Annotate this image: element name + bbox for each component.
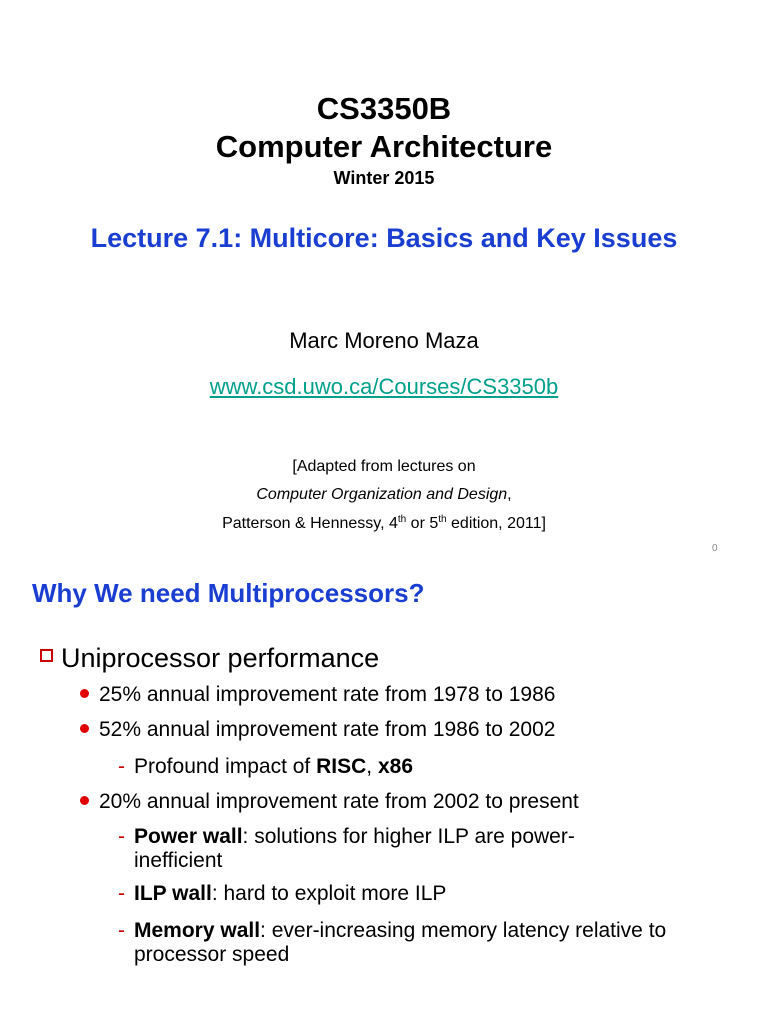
- square-bullet-icon: [40, 649, 53, 662]
- dash-bullet-icon: -: [118, 755, 125, 778]
- lecture-title: Lecture 7.1: Multicore: Basics and Key Issues: [90, 223, 678, 253]
- list-item: [80, 717, 555, 743]
- list-item-text: 20% annual improvement rate from 2002 to present: [99, 790, 579, 813]
- sub-item-prefix: Profound impact of: [134, 755, 317, 778]
- content-slide: [0, 560, 768, 1024]
- dash-bullet-icon: -: [118, 882, 125, 905]
- list-item: [80, 789, 579, 815]
- dot-bullet-icon: [80, 796, 89, 805]
- main-bullet: [40, 642, 379, 674]
- slide-title: Why We need Multiprocessors?: [32, 578, 425, 608]
- edition-sup-2: th: [438, 514, 447, 525]
- edition-sup-1: th: [397, 514, 407, 525]
- dot-bullet-icon: [80, 724, 89, 733]
- course-code: CS3350B: [316, 91, 452, 126]
- sub-item-text: [118, 825, 638, 873]
- edition-or: or 5: [406, 515, 439, 532]
- authors-text: Patterson & Hennessy, 4: [222, 515, 398, 532]
- sub-item-separator: ,: [366, 755, 378, 778]
- sub-item: [118, 755, 718, 779]
- sub-item-text: [118, 919, 718, 967]
- memory-wall-label: Memory wall: [134, 919, 261, 942]
- sub-item-text: [118, 882, 718, 906]
- main-bullet-text: Uniprocessor performance: [61, 643, 380, 673]
- dash-bullet-icon: -: [118, 825, 125, 848]
- authors-edition-line: [0, 514, 768, 534]
- ilp-wall-text: : hard to exploit more ILP: [211, 882, 447, 905]
- page-number: 0: [712, 543, 718, 554]
- memory-wall-text: : ever-increasing memory latency relative to processor speed: [134, 919, 667, 966]
- list-item: [80, 682, 555, 708]
- adapted-from-line: [Adapted from lectures on: [292, 458, 476, 475]
- power-wall-label: Power wall: [134, 825, 243, 848]
- author-name: Marc Moreno Maza: [289, 328, 479, 353]
- edition-year: edition, 2011]: [446, 515, 546, 532]
- x86-label: x86: [377, 755, 414, 778]
- sub-item-text: [118, 755, 718, 779]
- risc-label: RISC: [316, 755, 367, 778]
- book-title-line: [0, 485, 768, 505]
- course-name: Computer Architecture: [215, 129, 553, 164]
- course-website-link[interactable]: www.csd.uwo.ca/Courses/CS3350b: [209, 374, 559, 399]
- dot-bullet-icon: [80, 689, 89, 698]
- term: Winter 2015: [333, 168, 435, 188]
- list-item-text: 25% annual improvement rate from 1978 to 1986: [99, 683, 556, 706]
- sub-item: [118, 825, 638, 873]
- sub-item: [118, 919, 718, 967]
- list-item-text: 52% annual improvement rate from 1986 to 2002: [99, 718, 556, 741]
- book-title-comma: ,: [507, 486, 512, 503]
- power-wall-text: : solutions for higher ILP are power-inefficient: [134, 825, 575, 872]
- ilp-wall-label: ILP wall: [134, 882, 212, 905]
- dash-bullet-icon: -: [118, 919, 125, 942]
- book-title: Computer Organization and Design: [256, 486, 508, 503]
- sub-item: [118, 882, 718, 906]
